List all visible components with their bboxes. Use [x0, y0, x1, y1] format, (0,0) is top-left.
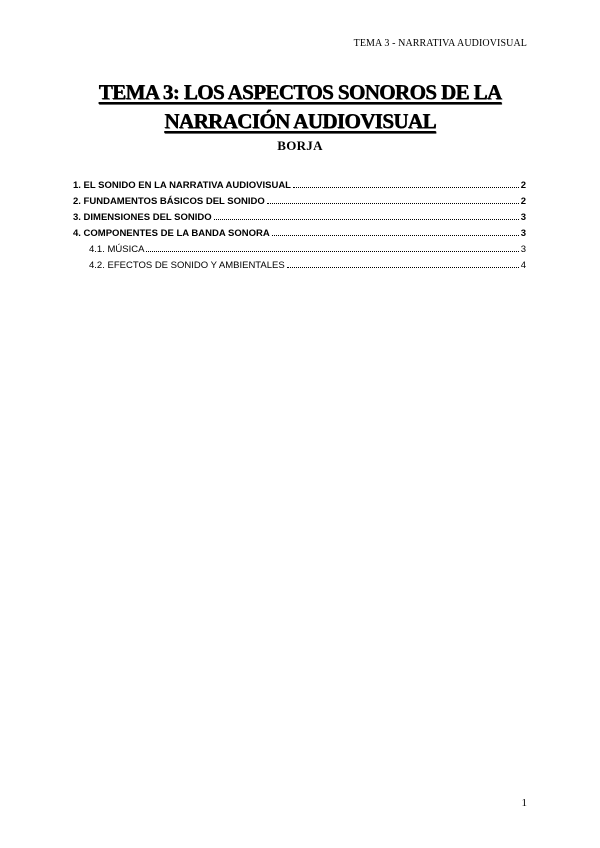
- running-header: TEMA 3 - NARRATIVA AUDIOVISUAL: [353, 38, 527, 49]
- toc-entry-page: 4: [520, 260, 526, 271]
- toc-entry-label: 1. EL SONIDO EN LA NARRATIVA AUDIOVISUAL: [73, 180, 291, 191]
- toc-entry-page: 3: [520, 244, 526, 255]
- page-number: 1: [521, 797, 527, 809]
- toc-entry-3[interactable]: [73, 212, 526, 228]
- toc-dot-leader: [146, 251, 518, 252]
- toc-entry-label: 2. FUNDAMENTOS BÁSICOS DEL SONIDO: [73, 196, 265, 207]
- toc-dot-leader: [267, 203, 519, 204]
- toc-dot-leader: [214, 219, 519, 220]
- toc-dot-leader: [272, 235, 519, 236]
- table-of-contents: [73, 180, 526, 276]
- toc-entry-page: 2: [520, 180, 526, 191]
- toc-entry-page: 2: [520, 196, 526, 207]
- toc-entry-2[interactable]: [73, 196, 526, 212]
- toc-entry-4-1[interactable]: [73, 244, 526, 260]
- document-title: [60, 78, 540, 136]
- toc-dot-leader: [287, 267, 519, 268]
- title-line-2: NARRACIÓN AUDIOVISUAL: [164, 109, 436, 133]
- toc-entry-4-2[interactable]: [73, 260, 526, 276]
- toc-entry-label: 4.1. MÚSICA: [89, 244, 145, 255]
- author-name: BORJA: [277, 138, 323, 153]
- toc-dot-leader: [293, 187, 519, 188]
- toc-entry-page: 3: [520, 212, 526, 223]
- toc-entry-page: 3: [520, 228, 526, 239]
- toc-entry-label: 4.2. EFECTOS DE SONIDO Y AMBIENTALES: [89, 260, 285, 271]
- toc-entry-4[interactable]: [73, 228, 526, 244]
- toc-entry-label: 4. COMPONENTES DE LA BANDA SONORA: [73, 228, 270, 239]
- title-line-1: TEMA 3: LOS ASPECTOS SONOROS DE LA: [98, 80, 502, 104]
- toc-entry-1[interactable]: [73, 180, 526, 196]
- toc-entry-label: 3. DIMENSIONES DEL SONIDO: [73, 212, 212, 223]
